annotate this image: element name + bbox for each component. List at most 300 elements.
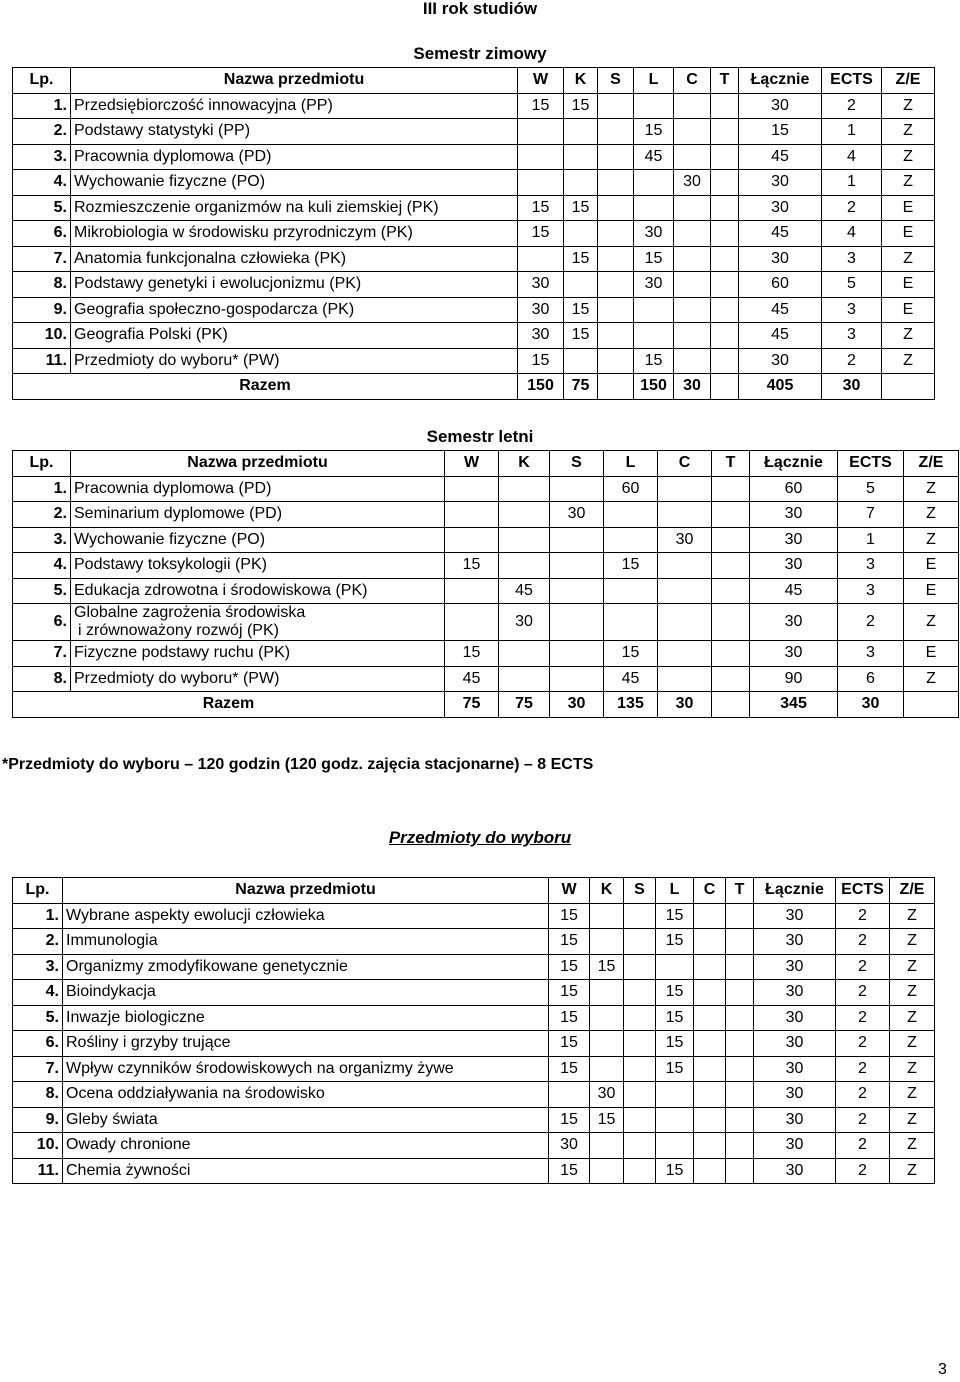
sum-w: 150 [518,374,564,400]
sum-k: 75 [564,374,598,400]
sum-w: 75 [445,692,499,718]
cell-lp: 10. [13,1133,63,1159]
col-t: T [726,878,754,904]
cell-w: 15 [549,929,590,955]
cell-t [726,929,754,955]
sum-s [598,374,634,400]
cell-total: 30 [739,93,822,119]
col-s: S [598,68,634,94]
cell-c [694,929,726,955]
cell-name: Bioindykacja [63,980,549,1006]
cell-k [499,476,550,502]
cell-t [726,954,754,980]
cell-lp: 4. [13,170,71,196]
cell-name: Rozmieszczenie organizmów na kuli ziemskiej (PK) [71,195,518,221]
sum-ects: 30 [822,374,882,400]
cell-lp: 3. [13,144,71,170]
cell-s [550,476,604,502]
cell-ects: 3 [838,553,904,579]
cell-name: Ocena oddziaływania na środowisko [63,1082,549,1108]
cell-name: Mikrobiologia w środowisku przyrodniczym (PK) [71,221,518,247]
cell-l: 15 [656,980,694,1006]
cell-s [550,527,604,553]
col-name: Nazwa przedmiotu [71,68,518,94]
cell-lp: 10. [13,323,71,349]
cell-s [624,1107,656,1133]
cell-t [712,502,750,528]
summer-sum-row [13,692,959,718]
cell-ze: Z [904,666,959,692]
sum-label: Razem [13,692,445,718]
col-l: L [634,68,674,94]
sum-s: 30 [550,692,604,718]
cell-total: 30 [754,980,836,1006]
cell-ze: E [882,272,935,298]
cell-l: 15 [604,641,658,667]
cell-s [598,170,634,196]
cell-lp: 11. [13,1158,63,1184]
table-row [13,221,935,247]
cell-total: 30 [754,929,836,955]
cell-t [712,604,750,641]
cell-c [658,502,712,528]
cell-t [712,578,750,604]
cell-w: 15 [549,1031,590,1057]
cell-ects: 2 [836,1005,890,1031]
cell-l [604,604,658,641]
cell-name-line1: Globalne zagrożenia środowiska [74,604,306,621]
cell-k: 30 [499,604,550,641]
cell-name: Edukacja zdrowotna i środowiskowa (PK) [71,578,445,604]
sum-total: 405 [739,374,822,400]
electives-footnote: *Przedmioty do wyboru – 120 godzin (120 godz. zajęcia stacjonarne) – 8 ECTS [2,756,594,773]
cell-name: Podstawy statystyki (PP) [71,119,518,145]
table-row [13,527,959,553]
cell-c [674,144,711,170]
cell-k [499,666,550,692]
cell-total: 30 [750,527,838,553]
cell-l: 15 [656,1031,694,1057]
cell-k [499,502,550,528]
page-title: III rok studiów [422,0,538,18]
table-row [13,502,959,528]
cell-w: 45 [445,666,499,692]
cell-w: 30 [518,323,564,349]
col-c: C [694,878,726,904]
cell-ze: E [904,641,959,667]
cell-w [445,527,499,553]
cell-l: 45 [604,666,658,692]
table-row [13,1082,935,1108]
cell-c [674,246,711,272]
cell-k [564,348,598,374]
col-lp: Lp. [13,451,71,477]
table-row [13,119,935,145]
cell-s [624,1082,656,1108]
cell-ects: 4 [822,144,882,170]
cell-ze: Z [882,170,935,196]
cell-c [674,119,711,145]
cell-s [550,641,604,667]
cell-ze: E [904,578,959,604]
cell-ze: Z [890,929,935,955]
cell-s [624,903,656,929]
cell-l: 15 [634,348,674,374]
cell-l [634,195,674,221]
table-row [13,246,935,272]
cell-k: 15 [564,195,598,221]
cell-s [624,1158,656,1184]
cell-t [726,1005,754,1031]
cell-k: 45 [499,578,550,604]
col-s: S [550,451,604,477]
cell-k: 15 [590,1107,624,1133]
cell-name: Wpływ czynników środowiskowych na organizmy żywe [63,1056,549,1082]
sum-k: 75 [499,692,550,718]
cell-l: 30 [634,272,674,298]
cell-w: 15 [549,980,590,1006]
table-row [13,553,959,579]
table-row [13,578,959,604]
cell-c [694,1107,726,1133]
cell-l [656,1082,694,1108]
cell-s [550,604,604,641]
table-row [13,666,959,692]
cell-c: 30 [674,170,711,196]
table-row [13,641,959,667]
cell-s [598,93,634,119]
cell-lp: 8. [13,272,71,298]
col-ects: ECTS [838,451,904,477]
cell-k [590,1005,624,1031]
cell-lp: 6. [13,221,71,247]
cell-ects: 2 [836,1031,890,1057]
sum-c: 30 [658,692,712,718]
cell-ects: 3 [838,641,904,667]
col-ects: ECTS [836,878,890,904]
cell-t [712,476,750,502]
cell-total: 30 [754,1005,836,1031]
cell-name: Pracownia dyplomowa (PD) [71,476,445,502]
table-row [13,272,935,298]
cell-ects: 6 [838,666,904,692]
cell-l [656,1107,694,1133]
cell-ects: 2 [836,903,890,929]
col-k: K [564,68,598,94]
cell-c [694,903,726,929]
cell-name: Seminarium dyplomowe (PD) [71,502,445,528]
cell-lp: 9. [13,297,71,323]
winter-rows [13,93,935,374]
cell-ze: Z [890,903,935,929]
cell-l: 15 [634,246,674,272]
table-row [13,954,935,980]
cell-s [598,246,634,272]
sum-ects: 30 [838,692,904,718]
cell-ze: Z [882,348,935,374]
cell-ects: 3 [822,323,882,349]
cell-ects: 2 [836,1107,890,1133]
col-w: W [445,451,499,477]
cell-k [590,1056,624,1082]
cell-t [711,348,739,374]
cell-k [499,553,550,579]
winter-semester-table [12,67,935,400]
cell-l [634,93,674,119]
cell-total: 45 [739,144,822,170]
cell-c [674,323,711,349]
cell-k: 15 [564,93,598,119]
cell-t [711,272,739,298]
cell-ects: 2 [838,604,904,641]
cell-ze: E [882,297,935,323]
cell-s [598,272,634,298]
cell-total: 30 [739,246,822,272]
cell-ze: Z [890,1107,935,1133]
table-row [13,1056,935,1082]
cell-t [726,980,754,1006]
cell-w: 30 [518,297,564,323]
table-row [13,1158,935,1184]
cell-c [658,578,712,604]
cell-k [564,119,598,145]
cell-total: 30 [754,1031,836,1057]
sum-label: Razem [13,374,518,400]
cell-c [694,954,726,980]
cell-lp: 2. [13,929,63,955]
cell-ze: Z [904,502,959,528]
cell-lp: 1. [13,903,63,929]
cell-total: 30 [739,195,822,221]
cell-l [634,323,674,349]
cell-w: 15 [445,641,499,667]
sum-t [711,374,739,400]
cell-s: 30 [550,502,604,528]
cell-ze: Z [904,476,959,502]
cell-ze: Z [882,144,935,170]
cell-total: 30 [754,1082,836,1108]
cell-name-line2: i zrównoważony rozwój (PK) [78,622,279,639]
cell-c [674,221,711,247]
cell-t [726,1056,754,1082]
cell-lp: 3. [13,954,63,980]
cell-ects: 2 [836,1082,890,1108]
summer-semester-heading: Semestr letni [426,427,534,446]
cell-ze: Z [890,980,935,1006]
cell-total: 30 [754,903,836,929]
cell-ects: 7 [838,502,904,528]
cell-k [590,1133,624,1159]
cell-s [624,1031,656,1057]
col-l: L [604,451,658,477]
cell-l: 15 [634,119,674,145]
col-t: T [711,68,739,94]
cell-ects: 2 [822,93,882,119]
cell-t [726,1082,754,1108]
cell-c [674,93,711,119]
cell-ects: 5 [838,476,904,502]
cell-l: 45 [634,144,674,170]
winter-sum-row [13,374,935,400]
cell-l: 60 [604,476,658,502]
cell-t [711,93,739,119]
cell-k: 30 [590,1082,624,1108]
table-row [13,323,935,349]
cell-name: Owady chronione [63,1133,549,1159]
table-row [13,297,935,323]
cell-lp: 5. [13,1005,63,1031]
cell-w [518,144,564,170]
cell-w: 15 [549,954,590,980]
cell-ze: Z [882,246,935,272]
cell-name: Przedmioty do wyboru* (PW) [71,666,445,692]
cell-total: 90 [750,666,838,692]
cell-ze: Z [882,93,935,119]
cell-s [598,119,634,145]
cell-s [598,348,634,374]
cell-lp: 5. [13,578,71,604]
cell-k [590,903,624,929]
cell-name: Przedsiębiorczość innowacyjna (PP) [71,93,518,119]
cell-ze: Z [882,323,935,349]
cell-ects: 2 [836,980,890,1006]
cell-s [598,195,634,221]
cell-name: Wychowanie fizyczne (PO) [71,527,445,553]
cell-s [598,144,634,170]
cell-lp: 6. [13,1031,63,1057]
table-row [13,348,935,374]
cell-k [564,272,598,298]
cell-w [445,604,499,641]
cell-name: Anatomia funkcjonalna człowieka (PK) [71,246,518,272]
cell-t [726,903,754,929]
cell-name: Chemia żywności [63,1158,549,1184]
col-lp: Lp. [13,878,63,904]
cell-name: Przedmioty do wyboru* (PW) [71,348,518,374]
sum-total: 345 [750,692,838,718]
sum-ze [882,374,935,400]
cell-w: 15 [445,553,499,579]
cell-t [726,1031,754,1057]
col-t: T [712,451,750,477]
cell-c [694,1005,726,1031]
table-row [13,195,935,221]
cell-k: 15 [564,297,598,323]
cell-w: 15 [549,903,590,929]
cell-name: Pracownia dyplomowa (PD) [71,144,518,170]
cell-total: 45 [739,297,822,323]
table-row [13,1133,935,1159]
col-total: Łącznie [739,68,822,94]
cell-total: 30 [750,604,838,641]
cell-name: Podstawy genetyki i ewolucjonizmu (PK) [71,272,518,298]
cell-lp: 11. [13,348,71,374]
cell-l: 15 [656,1005,694,1031]
cell-lp: 8. [13,1082,63,1108]
cell-name: Organizmy zmodyfikowane genetycznie [63,954,549,980]
cell-l: 15 [656,903,694,929]
table-row [13,929,935,955]
cell-s [550,553,604,579]
table-row [13,903,935,929]
cell-lp: 7. [13,1056,63,1082]
cell-total: 30 [754,1158,836,1184]
cell-w [445,476,499,502]
cell-l [604,502,658,528]
col-k: K [499,451,550,477]
cell-name: Podstawy toksykologii (PK) [71,553,445,579]
cell-name [71,604,445,641]
cell-lp: 3. [13,527,71,553]
cell-s [624,954,656,980]
cell-total: 45 [739,221,822,247]
cell-ects: 2 [836,954,890,980]
table-row [13,476,959,502]
cell-s [598,297,634,323]
cell-w: 15 [518,195,564,221]
cell-name: Inwazje biologiczne [63,1005,549,1031]
cell-total: 30 [750,502,838,528]
cell-ze: Z [890,954,935,980]
cell-k [564,144,598,170]
cell-k [590,1031,624,1057]
cell-t [711,297,739,323]
cell-s [624,1056,656,1082]
cell-lp: 9. [13,1107,63,1133]
cell-total: 60 [750,476,838,502]
cell-ze: E [882,221,935,247]
cell-w: 15 [549,1107,590,1133]
cell-lp: 4. [13,980,63,1006]
cell-w: 15 [518,348,564,374]
cell-c [694,1056,726,1082]
col-total: Łącznie [750,451,838,477]
cell-w: 15 [549,1158,590,1184]
cell-total: 30 [754,954,836,980]
cell-total: 30 [754,1056,836,1082]
sum-l: 150 [634,374,674,400]
cell-t [711,144,739,170]
cell-lp: 7. [13,246,71,272]
col-s: S [624,878,656,904]
table-row [13,93,935,119]
cell-ects: 1 [822,119,882,145]
cell-lp: 2. [13,502,71,528]
table-row [13,1031,935,1057]
cell-ects: 2 [836,1056,890,1082]
cell-s [624,980,656,1006]
cell-t [711,119,739,145]
cell-t [712,527,750,553]
cell-name: Geografia społeczno-gospodarcza (PK) [71,297,518,323]
col-k: K [590,878,624,904]
cell-total: 60 [739,272,822,298]
cell-total: 30 [739,170,822,196]
cell-ze: Z [904,604,959,641]
cell-k [499,527,550,553]
cell-l [634,170,674,196]
cell-c [694,1031,726,1057]
col-w: W [549,878,590,904]
summer-semester-table [12,450,959,718]
cell-ects: 2 [836,1158,890,1184]
cell-w: 15 [518,221,564,247]
cell-c: 30 [658,527,712,553]
cell-ects: 1 [838,527,904,553]
cell-c [674,272,711,298]
cell-s [598,221,634,247]
cell-t [726,1107,754,1133]
